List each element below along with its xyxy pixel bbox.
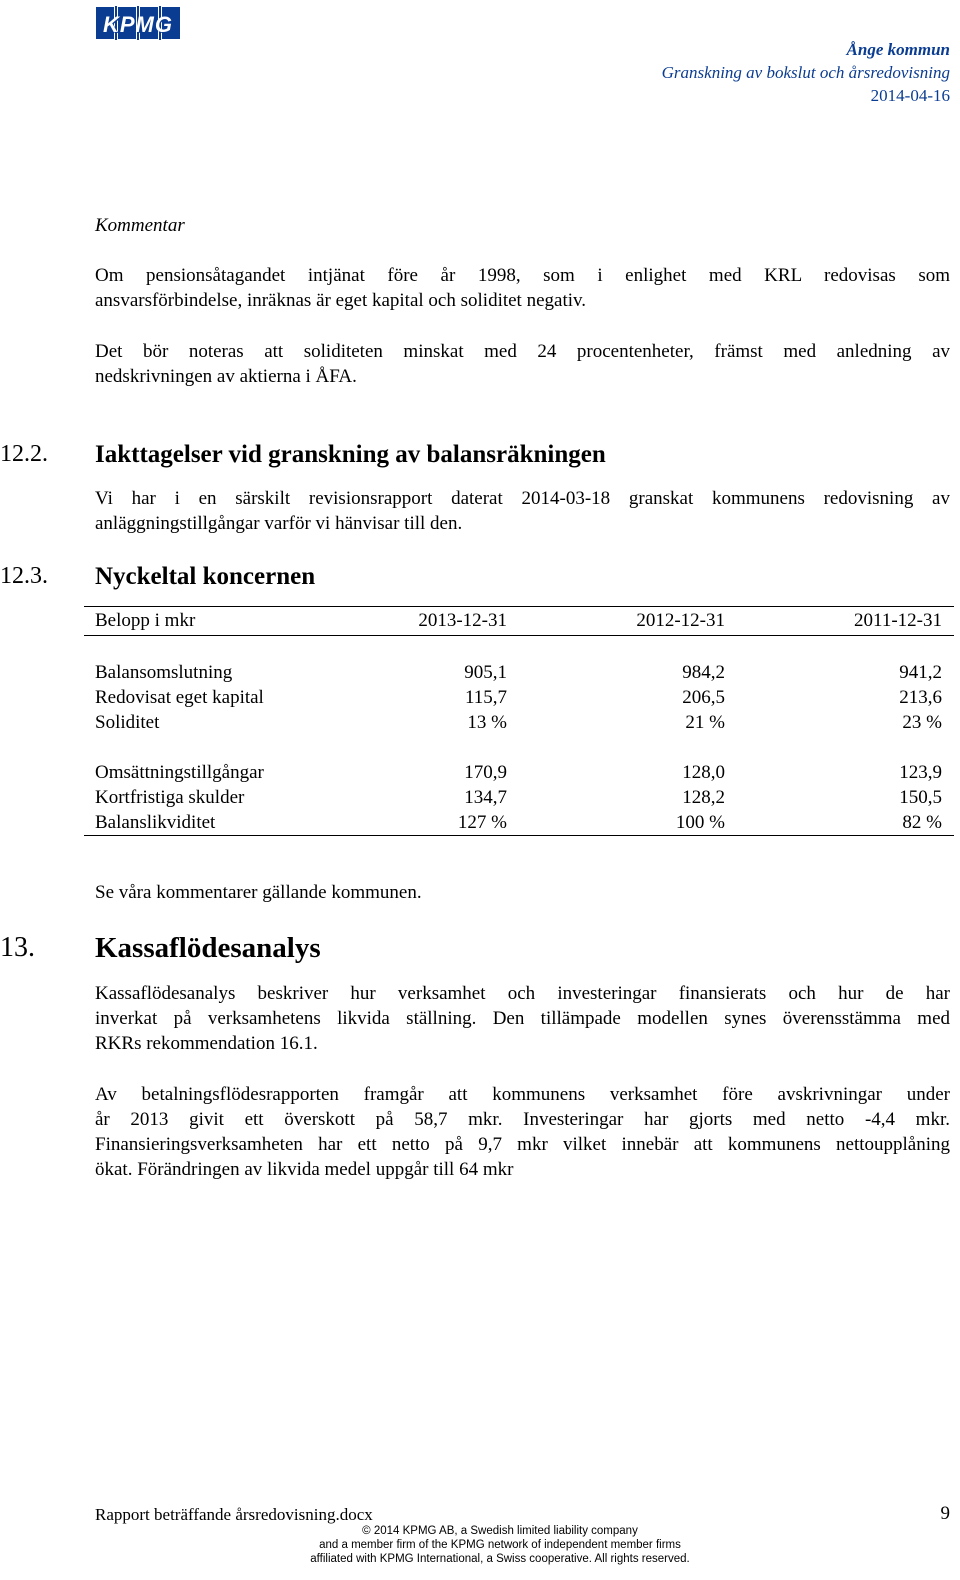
cell-value: 21 % <box>685 712 725 733</box>
section-12-2-paragraph <box>95 486 950 536</box>
cell-value: 82 % <box>902 812 942 833</box>
row-label: Redovisat eget kapital <box>95 687 264 708</box>
table-row <box>84 785 954 810</box>
row-label: Omsättningstillgångar <box>95 762 264 783</box>
section-heading-13: Kassaflödesanalys <box>95 932 321 964</box>
text-line: Det bör noteras att soliditeten minskat med 24 procentenheter, främst med anledning av <box>95 341 950 362</box>
header-cell: 2011-12-31 <box>854 610 942 631</box>
text-line: nedskrivningen av aktierna i ÅFA. <box>95 366 357 387</box>
row-label: Kortfristiga skulder <box>95 787 245 808</box>
table-note: Se våra kommentarer gällande kommunen. <box>95 882 422 903</box>
text-line: inverkat på verksamhetens likvida ställning. Den tillämpade modellen synes överensstämma med <box>95 1008 950 1029</box>
cell-value: 123,9 <box>899 762 942 783</box>
footer-copyright-line: and a member firm of the KPMG network of independent member firms <box>319 1539 681 1551</box>
table-row <box>84 660 954 685</box>
header-cell: Belopp i mkr <box>95 610 196 631</box>
kpmg-logo-text: KPMG <box>103 12 173 37</box>
section-heading-12-2: Iakttagelser vid granskning av balansräkningen <box>95 441 606 468</box>
table-row <box>84 685 954 710</box>
footer-document-name: Rapport beträffande årsredovisning.docx <box>95 1505 373 1524</box>
cell-value: 150,5 <box>899 787 942 808</box>
text-line: Kassaflödesanalys beskriver hur verksamhet och investeringar finansierats och hur de har <box>95 983 950 1004</box>
text-line: anläggningstillgångar varför vi hänvisar till den. <box>95 513 463 534</box>
section-13-paragraph-2 <box>95 1082 950 1182</box>
section-number-13: 13. <box>0 932 35 963</box>
cell-value: 127 % <box>457 812 507 833</box>
section-13-paragraph-1 <box>95 981 950 1056</box>
text-line: Om pensionsåtagandet intjänat före år 1998, som i enlighet med KRL redovisas som <box>95 265 950 286</box>
text-line: ökat. Förändringen av likvida medel uppgår till 64 mkr <box>95 1159 514 1180</box>
text-line: RKRs rekommendation 16.1. <box>95 1033 318 1054</box>
cell-value: 134,7 <box>464 787 507 808</box>
cell-value: 128,2 <box>682 787 725 808</box>
header-cell: 2013-12-31 <box>418 610 507 631</box>
cell-value: 115,7 <box>464 687 507 708</box>
text-line: Finansieringsverksamheten har ett netto på 9,7 mkr vilket innebär att kommunens nettoupplåning <box>95 1134 950 1155</box>
kommentar-paragraph-2 <box>95 339 950 389</box>
cell-value: 100 % <box>675 812 725 833</box>
footer-copyright-line: affiliated with KPMG International, a Swiss cooperative. All rights reserved. <box>310 1553 690 1565</box>
table-row <box>84 710 954 735</box>
cell-value: 128,0 <box>682 762 725 783</box>
cell-value: 984,2 <box>682 662 725 683</box>
kommentar-paragraph-1 <box>95 263 950 313</box>
cell-value: 23 % <box>902 712 942 733</box>
table-top-rule <box>84 606 954 607</box>
table-row <box>84 760 954 785</box>
header-client: Ånge kommun <box>846 40 950 59</box>
row-label: Balansomslutning <box>95 662 233 683</box>
footer-copyright-line: © 2014 KPMG AB, a Swedish limited liability company <box>362 1525 638 1537</box>
text-line: ansvarsförbindelse, inräknas är eget kapital och soliditet negativ. <box>95 290 587 311</box>
text-line: Av betalningsflödesrapporten framgår att kommunens verksamhet före avskrivningar under <box>95 1084 950 1105</box>
cell-value: 206,5 <box>682 687 725 708</box>
text-line: år 2013 givit ett överskott på 58,7 mkr. Investeringar har gjorts med netto -4,4 mkr. <box>95 1109 950 1130</box>
table-row <box>84 810 954 835</box>
text-line: Vi har i en särskilt revisionsrapport daterat 2014-03-18 granskat kommunens redovisning av <box>95 488 950 509</box>
table-header-rule <box>84 635 954 636</box>
table-bottom-rule <box>84 835 954 836</box>
row-label: Balanslikviditet <box>95 812 216 833</box>
cell-value: 213,6 <box>899 687 942 708</box>
footer-page-number: 9 <box>940 1503 950 1524</box>
cell-value: 941,2 <box>899 662 942 683</box>
header-cell: 2012-12-31 <box>636 610 725 631</box>
header-subtitle: Granskning av bokslut och årsredovisning <box>661 63 950 82</box>
section-number-12-2: 12.2. <box>0 441 48 467</box>
table-header-row <box>84 608 954 633</box>
cell-value: 905,1 <box>464 662 507 683</box>
kommentar-label: Kommentar <box>95 215 185 236</box>
header-date: 2014-04-16 <box>870 86 950 105</box>
row-label: Soliditet <box>95 712 160 733</box>
section-heading-12-3: Nyckeltal koncernen <box>95 563 316 590</box>
section-number-12-3: 12.3. <box>0 563 48 589</box>
kpmg-logo <box>95 6 181 40</box>
cell-value: 170,9 <box>464 762 507 783</box>
cell-value: 13 % <box>467 712 507 733</box>
